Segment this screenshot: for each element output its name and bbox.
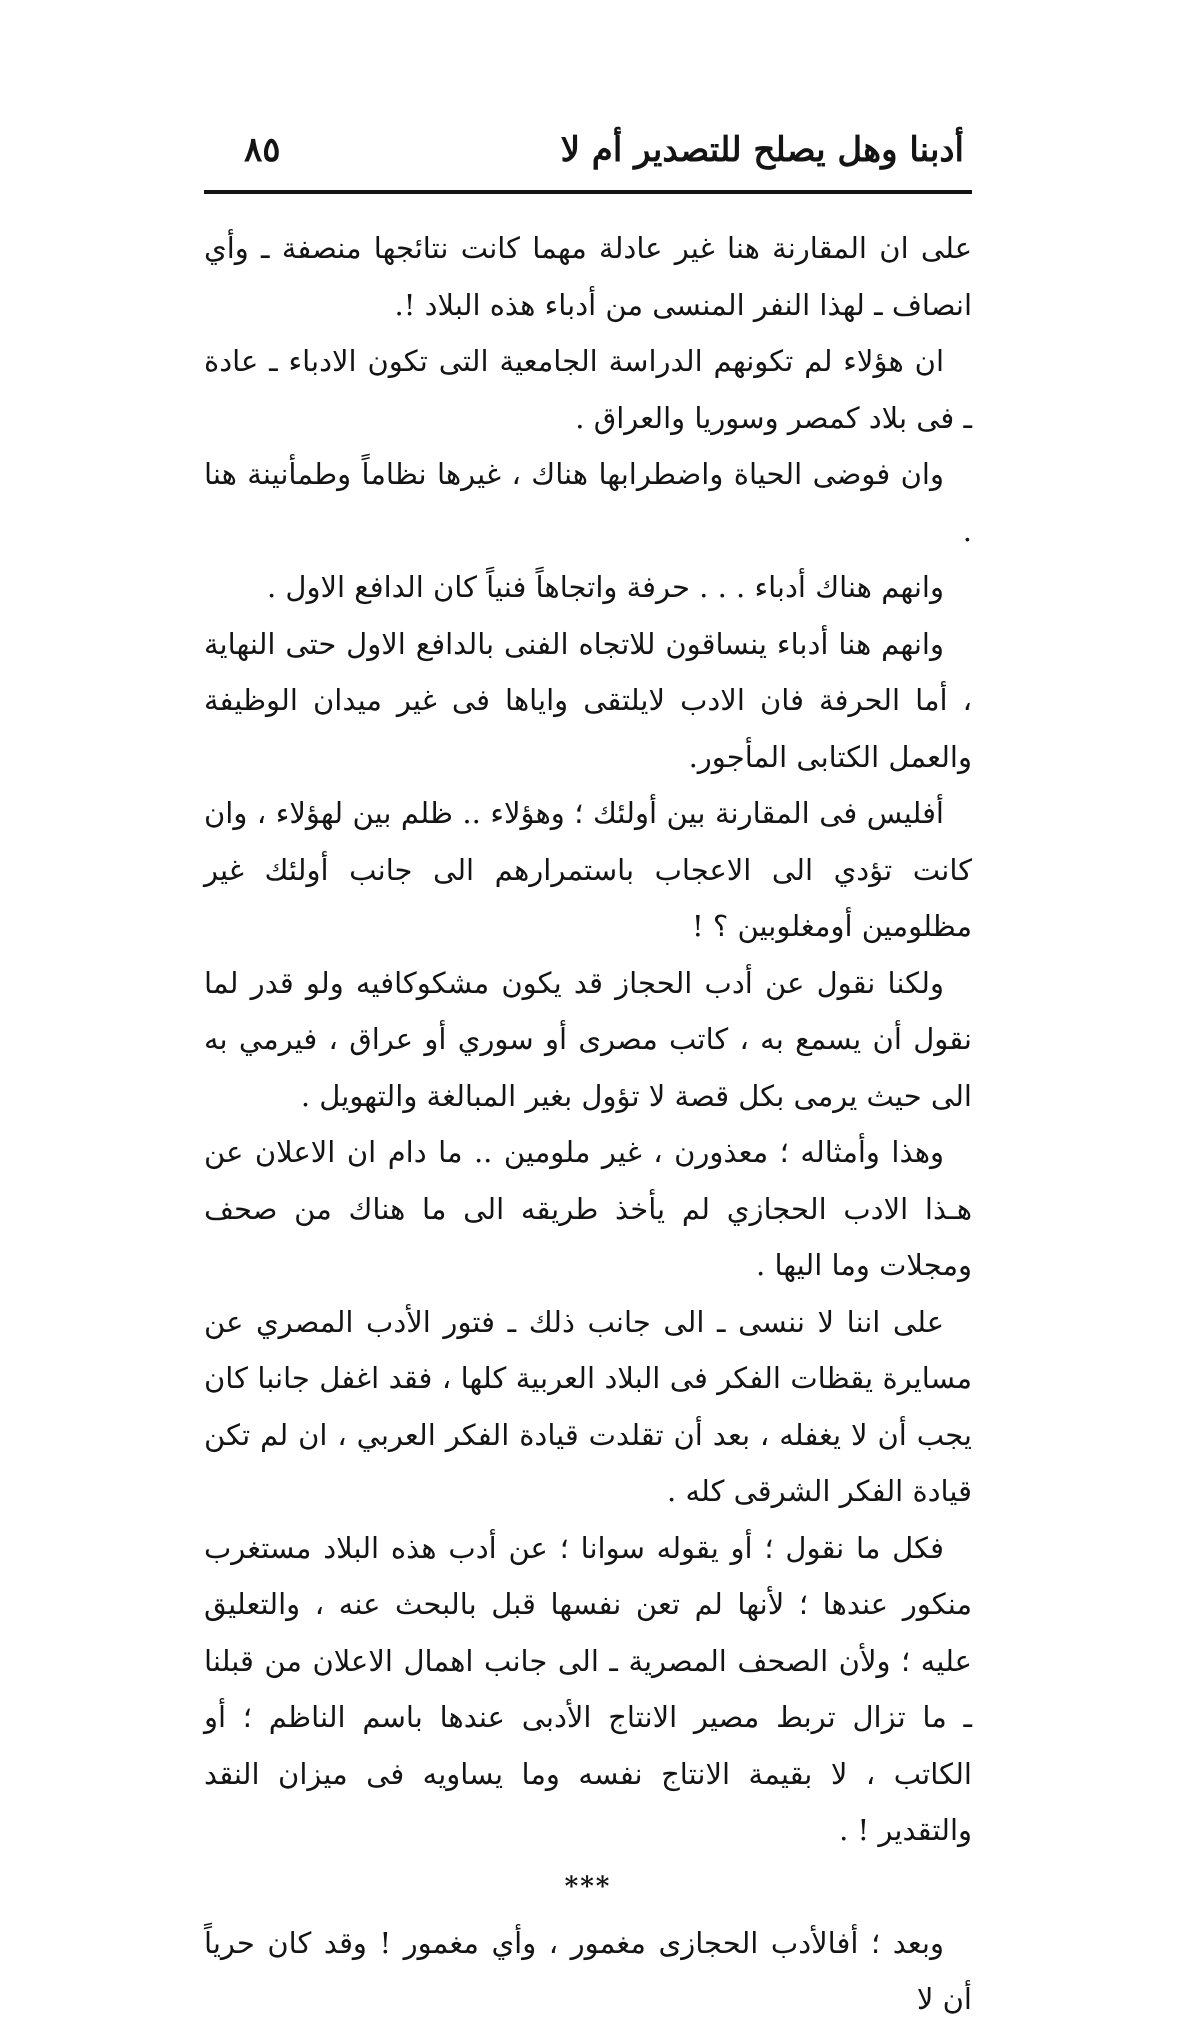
paragraph: ان هؤلاء لم تكونهم الدراسة الجامعية التى تكون الادباء ـ عادة ـ فى بلاد كمصر وسوريا والعراق . bbox=[204, 344, 972, 435]
page-number: ٨٥ bbox=[244, 130, 281, 170]
paragraph: على اننا لا ننسى ـ الى جانب ذلك ـ فتور الأدب المصري عن مسايرة يقظات الفكر فى البلاد العربية كلها ، فقد اغفل جانبا كان يجب أن لا يغفله ، بعد أن تقلدت قيادة الفكر العربي ، ان لم تكن قيادة الفكر الشرقى كله . bbox=[204, 1304, 972, 1508]
paragraph: أفليس فى المقارنة بين أولئك ؛ وهؤلاء .. ظلم بين لهؤلاء ، وان كانت تؤدي الى الاعجاب باستمرارهم الى جانب أولئك غير مظلومين أومغلوبين ؟ ! bbox=[204, 796, 972, 943]
header-rule bbox=[204, 190, 972, 194]
paragraph: وانهم هناك أدباء . . . حرفة واتجاهاً فنياً كان الدافع الاول . bbox=[266, 570, 944, 604]
paragraph: وهذا وأمثاله ؛ معذورن ، غير ملومين .. ما دام ان الاعلان عن هـذا الادب الحجازي لم يأخذ طريقه الى ما هناك من صحف ومجلات وما اليها . bbox=[204, 1135, 972, 1282]
page-header bbox=[204, 120, 972, 180]
paragraph: فكل ما نقول ؛ أو يقوله سوانا ؛ عن أدب هذه البلاد مستغرب منكور عندها ؛ لأنها لم تعن نفسها قبل بالبحث عنه ، والتعليق عليه ؛ ولأن الصحف المصرية ـ الى جانب اهمال الاعلان من قبلنا ـ ما تزال تربط مصير الانتاج الأدبى عندها باسم الناظم ؛ أو الكاتب ، لا بقيمة الانتاج نفسه وما يساويه فى ميزان النقد والتقدير ! . bbox=[204, 1530, 972, 1847]
paragraph: وبعد ؛ أفالأدب الحجازى مغمور ، وأي مغمور ! وقد كان حرياً أن لا bbox=[204, 1925, 972, 2016]
paragraph: على ان المقارنة هنا غير عادلة مهما كانت نتائجها منصفة ـ وأي انصاف ـ لهذا النفر المنسى من أدباء هذه البلاد !. bbox=[204, 231, 972, 322]
paragraph: وان فوضى الحياة واضطرابها هناك ، غيرها نظاماً وطمأنينة هنا . bbox=[204, 457, 972, 548]
body-text bbox=[204, 220, 972, 2028]
section-separator: *** bbox=[564, 1871, 612, 1902]
paragraph: ولكنا نقول عن أدب الحجاز قد يكون مشكوكافيه ولو قدر لما نقول أن يسمع به ، كاتب مصرى أو سوري أو عراق ، فيرمي به الى حيث يرمى بكل قصة لا تؤول بغير المبالغة والتهويل . bbox=[204, 965, 972, 1113]
paragraph: وانهم هنا أدباء ينساقون للاتجاه الفنى بالدافع الاول حتى النهاية ، أما الحرفة فان الادب لايلتقى واياها فى غير ميدان الوظيفة والعمل الكتابى المأجور. bbox=[204, 626, 972, 774]
running-title: أدبنا وهل يصلح للتصدير أم لا bbox=[560, 130, 964, 170]
